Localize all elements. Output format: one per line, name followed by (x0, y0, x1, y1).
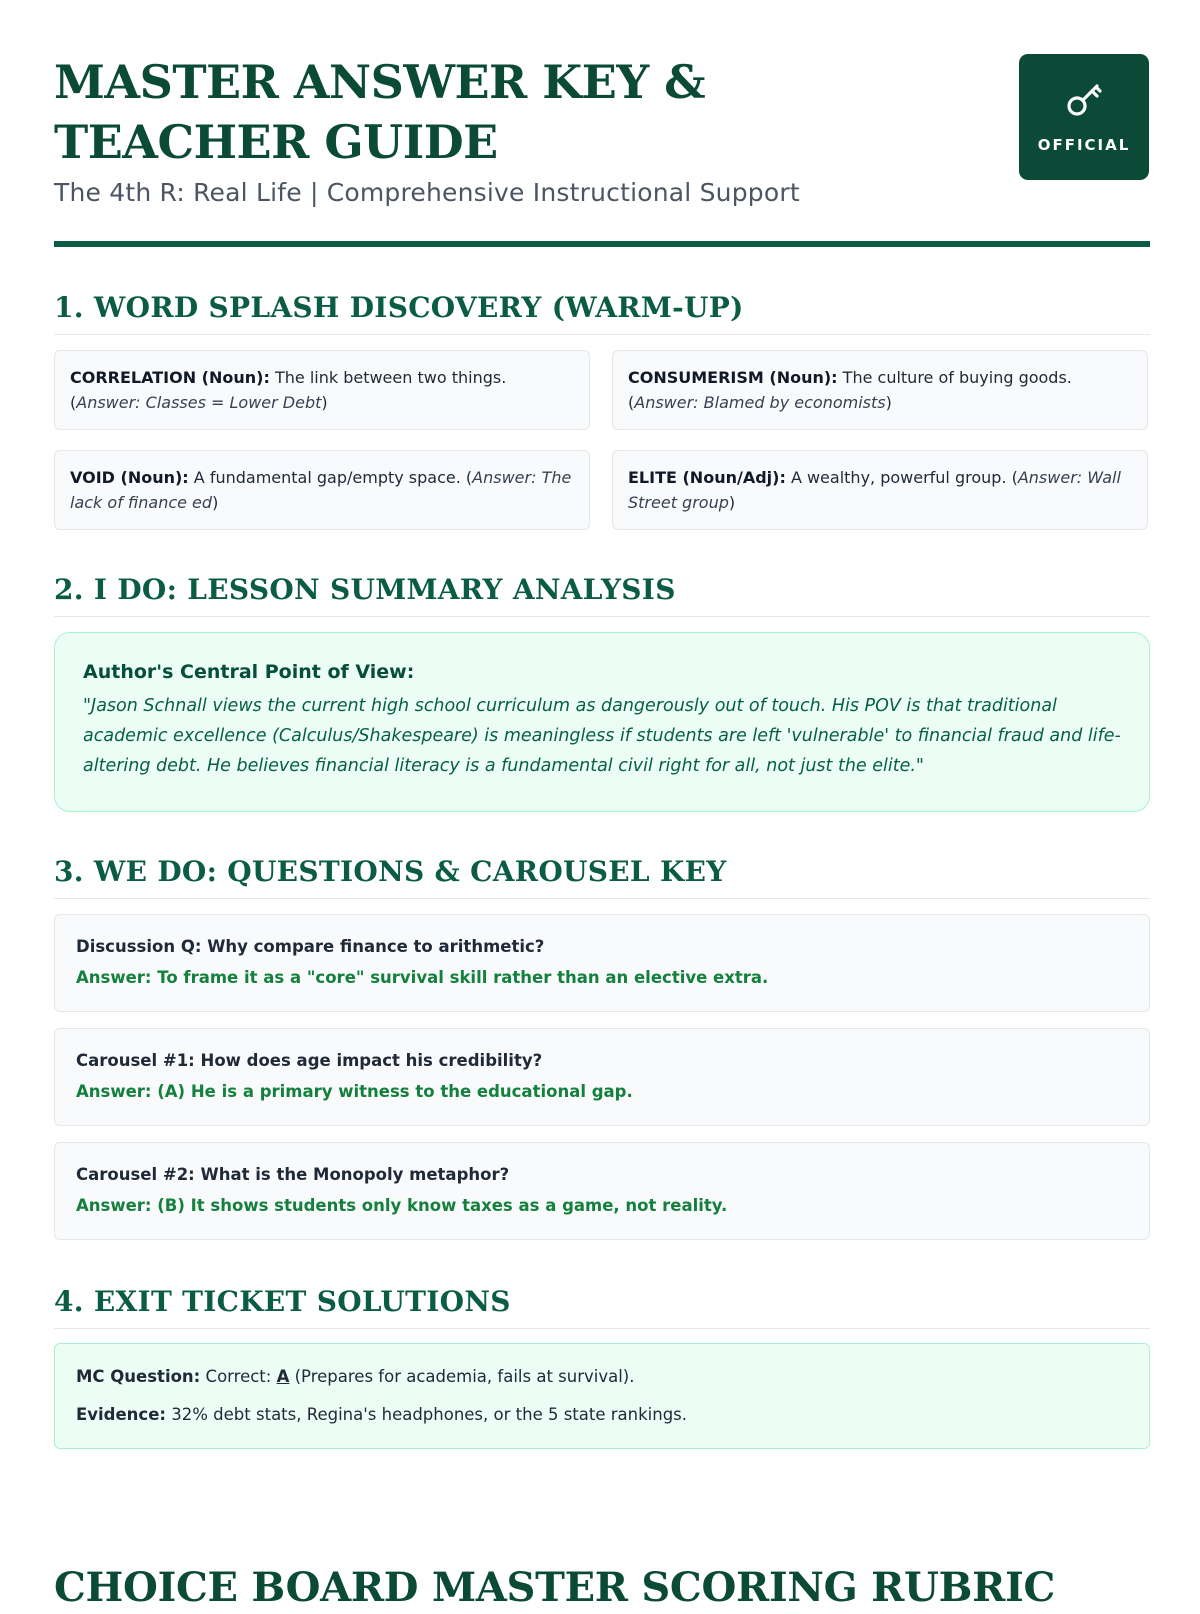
evidence-line (76, 1402, 1128, 1428)
section-title-i-do: 2. I DO: LESSON SUMMARY ANALYSIS (54, 572, 1150, 617)
vocab-card-correlation (54, 350, 590, 430)
vocab-close: ) (321, 393, 328, 412)
page-subtitle: The 4th R: Real Life | Comprehensive Instructional Support (54, 178, 800, 207)
pov-heading: Author's Central Point of View: (83, 661, 415, 683)
section-title-word-splash: 1. WORD SPLASH DISCOVERY (WARM-UP) (54, 290, 1150, 335)
evidence-label: Evidence: (76, 1405, 167, 1424)
key-icon (1064, 80, 1104, 120)
page-title: MASTER ANSWER KEY & TEACHER GUIDE (54, 55, 706, 169)
vocab-answer: Answer: Wall Street group (628, 468, 1121, 512)
vocab-card-consumerism (612, 350, 1148, 430)
qa-question: Discussion Q: Why compare finance to arithmetic? (76, 937, 545, 956)
mc-correct-letter: A (276, 1367, 290, 1386)
section-title-we-do: 3. WE DO: QUESTIONS & CAROUSEL KEY (54, 854, 1150, 899)
qa-answer: Answer: (B) It shows students only know taxes as a game, not reality. (76, 1196, 728, 1215)
badge-label: OFFICIAL (1037, 136, 1131, 154)
vocab-answer: Answer: Blamed by economists (634, 393, 886, 412)
qa-card-carousel-1 (54, 1028, 1150, 1126)
vocab-close: ) (885, 393, 892, 412)
qa-answer: Answer: (A) He is a primary witness to the educational gap. (76, 1082, 633, 1101)
vocab-definition: A fundamental gap/empty space. ( (193, 468, 473, 487)
qa-question: Carousel #1: How does age impact his credibility? (76, 1051, 543, 1070)
official-badge (1019, 54, 1149, 180)
mc-prefix: Correct: (205, 1367, 272, 1386)
mc-label: MC Question: (76, 1367, 201, 1386)
qa-card-discussion (54, 914, 1150, 1012)
vocab-answer: Answer: Classes = Lower Debt (76, 393, 322, 412)
vocab-term: VOID (Noun): (70, 468, 189, 487)
vocab-answer: Answer: The lack of finance ed (70, 468, 572, 512)
pov-panel (54, 632, 1150, 812)
pov-quote: "Jason Schnall views the current high school curriculum as dangerously out of touch. His POV is that traditional academic excellence (Calculus/Shakespeare) is meaningless if students are left 'vulnerable' to financial fraud and life-altering debt. He believes financial literacy is a fundamental civil right for all, not just the elite." (83, 696, 1121, 776)
vocab-definition: The culture of buying goods. ( (628, 368, 1072, 412)
vocab-definition: A wealthy, powerful group. ( (790, 468, 1018, 487)
exit-ticket-panel (54, 1343, 1150, 1449)
mc-explanation: (Prepares for academia, fails at survival). (294, 1367, 635, 1386)
mc-answer-line (76, 1364, 1128, 1390)
vocab-card-elite (612, 450, 1148, 530)
vocab-term: CORRELATION (Noun): (70, 368, 270, 387)
page-header (54, 52, 1147, 207)
evidence-text: 32% debt stats, Regina's headphones, or the 5 state rankings. (171, 1405, 688, 1424)
vocab-close: ) (728, 493, 736, 512)
section-title-exit-ticket: 4. EXIT TICKET SOLUTIONS (54, 1284, 1150, 1329)
qa-answer: Answer: To frame it as a "core" survival skill rather than an elective extra. (76, 968, 769, 987)
rubric-title: CHOICE BOARD MASTER SCORING RUBRIC (54, 1564, 1056, 1611)
qa-question: Carousel #2: What is the Monopoly metaphor? (76, 1165, 510, 1184)
vocab-card-void (54, 450, 590, 530)
qa-card-carousel-2 (54, 1142, 1150, 1240)
vocab-term: ELITE (Noun/Adj): (628, 468, 786, 487)
vocab-definition: The link between two things. ( (70, 368, 507, 412)
header-divider (54, 241, 1150, 247)
vocab-term: CONSUMERISM (Noun): (628, 368, 838, 387)
vocab-close: ) (212, 493, 219, 512)
